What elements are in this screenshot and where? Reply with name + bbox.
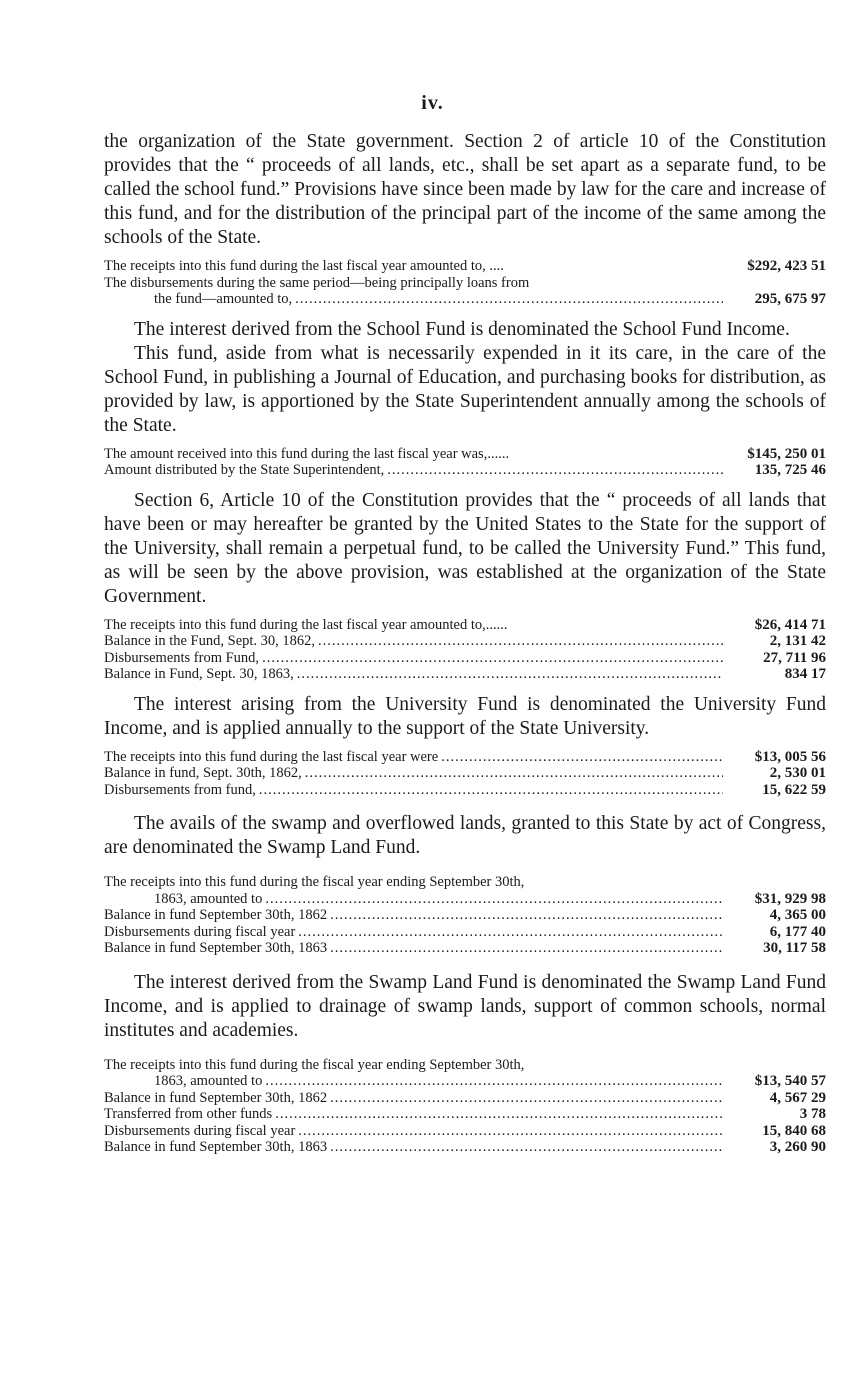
page-body: [104, 130, 826, 1156]
ledger-label: Balance in fund September 30th, 1863: [104, 1139, 328, 1155]
ledger-label: Balance in fund September 30th, 1863: [104, 940, 328, 956]
ledger-amount: 30, 117 58: [763, 940, 826, 956]
ledger-label: Disbursements during fiscal year: [104, 923, 296, 940]
ledger-amount: 2, 131 42: [769, 633, 826, 649]
ledger-swamp-income: [104, 1057, 826, 1156]
ledger-row: [104, 749, 826, 766]
ledger-amount: 3, 260 90: [769, 1139, 826, 1155]
ledger-university-income: [104, 749, 826, 799]
ledger-row: [104, 1123, 826, 1140]
ledger-label: The receipts into this fund during the last fiscal year amounted to,......: [104, 616, 508, 633]
ledger-swamp-fund: [104, 874, 826, 957]
paragraph-fund-apportionment: This fund, aside from what is necessarily expended in it its care, in the care of the School Fund, in publishing a Journal of Education, and purchasing books for distribution, as provided by law, is apportioned by the State Superintendent annually among the schools of the State.: [104, 342, 826, 436]
ledger-amount: $13, 005 56: [754, 748, 826, 765]
ledger-amount: 6, 177 40: [769, 923, 826, 940]
ledger-row: [104, 617, 826, 634]
ledger-amount: 3 78: [799, 1106, 826, 1122]
ledger-amount: 834 17: [784, 666, 826, 682]
ledger-row: [104, 275, 826, 292]
ledger-label: Balance in fund September 30th, 1862: [104, 907, 328, 923]
ledger-row: [104, 874, 826, 891]
ledger-row: [104, 650, 826, 667]
ledger-amount: 4, 567 29: [769, 1089, 826, 1106]
ledger-row: [104, 782, 826, 799]
paragraph-school-fund-income: The interest derived from the School Fund is denominated the School Fund Income.: [134, 318, 790, 340]
ledger-label: the fund—amounted to,: [154, 291, 293, 307]
ledger-label: Balance in the Fund, Sept. 30, 1862,: [104, 633, 316, 649]
ledger-label: The disbursements during the same period—being principally loans from: [104, 274, 530, 291]
ledger-amount: 4, 365 00: [769, 907, 826, 923]
ledger-row: [104, 924, 826, 941]
ledger-label: The receipts into this fund during the last fiscal year amounted to, ....: [104, 258, 504, 274]
ledger-label: Amount distributed by the State Superintendent,: [104, 462, 385, 478]
ledger-row: [104, 258, 826, 275]
ledger-label: The receipts into this fund during the last fiscal year were: [104, 748, 439, 765]
ledger-row: [104, 633, 826, 650]
ledger-label: Disbursements from fund,: [104, 781, 256, 798]
ledger-amount: 2, 530 01: [769, 765, 826, 781]
ledger-row: [104, 291, 826, 308]
ledger-university-fund: [104, 617, 826, 683]
ledger-row: [104, 1057, 826, 1074]
ledger-row: [104, 940, 826, 957]
ledger-amount: $26, 414 71: [754, 616, 826, 633]
ledger-label: 1863, amounted to: [154, 1073, 263, 1089]
ledger-row: [104, 462, 826, 479]
paragraph-state-government: the organization of the State government. Section 2 of article 10 of the Constitution provides that the “ proceeds of all lands, etc., shall be set apart as a separate fund, to be called the school fund.” Provisions have since been made by law for the care and increase of this fund, and for the distribution of the principal part of the income of the same among the schools of the State.: [104, 131, 826, 248]
ledger-label: Balance in Fund, Sept. 30, 1863,: [104, 666, 294, 682]
ledger-label: The receipts into this fund during the fiscal year ending September 30th,: [104, 1056, 525, 1073]
ledger-label: Disbursements from Fund,: [104, 649, 260, 666]
ledger-amount: $31, 929 98: [754, 890, 826, 907]
ledger-row: [104, 1139, 826, 1156]
paragraph-swamp-land-fund: The avails of the swamp and overflowed lands, granted to this State by act of Congress, are denominated the Swamp Land Fund.: [104, 813, 826, 858]
ledger-amount: 15, 840 68: [762, 1122, 826, 1139]
ledger-school-fund: [104, 258, 826, 308]
ledger-row: [104, 1090, 826, 1107]
ledger-label: Disbursements during fiscal year: [104, 1122, 296, 1139]
ledger-label: Balance in fund September 30th, 1862: [104, 1089, 328, 1106]
ledger-label: The amount received into this fund during the last fiscal year was,......: [104, 445, 510, 462]
ledger-school-income: [104, 446, 826, 479]
ledger-row: [104, 1106, 826, 1123]
ledger-amount: 15, 622 59: [762, 781, 826, 798]
paragraph-university-fund-income: The interest arising from the University Fund is denominated the University Fund Income, and is applied annually to the support of the State University.: [104, 693, 826, 739]
ledger-label: 1863, amounted to: [154, 890, 263, 907]
ledger-row: [104, 1073, 826, 1090]
ledger-amount: $292, 423 51: [747, 258, 826, 274]
ledger-row: [104, 907, 826, 924]
ledger-row: [104, 666, 826, 683]
ledger-label: The receipts into this fund during the fiscal year ending September 30th,: [104, 874, 525, 890]
paragraph-swamp-land-fund-income: The interest derived from the Swamp Land Fund is denominated the Swamp Land Fund Income, and is applied to drainage of swamp lands, support of common schools, normal institutes and academies.: [104, 971, 826, 1041]
ledger-row: [104, 765, 826, 782]
paragraph-university-fund: Section 6, Article 10 of the Constitution provides that the “ proceeds of all lands that have been or may hereafter be granted by the United States to the State for the support of the University, shall remain a perpetual fund, to be called the University Fund.” This fund, as will be seen by the above provision, was established at the organization of the State Government.: [104, 489, 826, 607]
ledger-label: Balance in fund, Sept. 30th, 1862,: [104, 765, 302, 781]
ledger-amount: $145, 250 01: [747, 445, 826, 462]
ledger-amount: $13, 540 57: [754, 1073, 826, 1089]
ledger-amount: 27, 711 96: [763, 649, 826, 666]
ledger-label: Transferred from other funds: [104, 1106, 273, 1122]
ledger-amount: 135, 725 46: [754, 462, 826, 478]
page-number: iv.: [421, 92, 444, 114]
ledger-row: [104, 891, 826, 908]
ledger-row: [104, 446, 826, 463]
ledger-amount: 295, 675 97: [754, 291, 826, 307]
